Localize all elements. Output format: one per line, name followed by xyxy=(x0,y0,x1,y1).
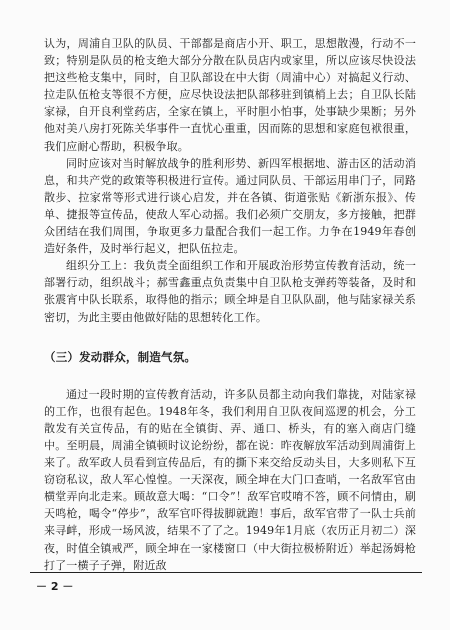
paragraph: 通过一段时期的宣传教育活动，许多队员都主动向我们靠拢，对陆家禄的工作，也很有起色。1948年冬，我们利用自卫队夜间巡逻的机会，分工散发有关宣传品，有的贴在全镇街、弄、通口、桥头，有的塞入商店门缝中。至明晨，周浦全镇顿时议论纷纷，都在说：昨夜解放军活动到周浦街上来了。敌军政人员看到宣传品后，有的撕下来交给反动头目，大多则私下互窃窃私议，敌人军心惶惶。一天深夜，顾全坤在大门口查哨，一名敌军官由横堂弄向北走来。顾故意大喝：“口令”！敌军官哎唷不答，顾不问情由，刷天鸣枪，喝令“停步”，敌军官吓得拔脚就跑！事后，敌军官带了一队士兵前来寻衅，形成一场风波，结果不了了之。1949年1月底（农历正月初二）深夜，时值全镇戒严，顾全坤在一家楼窗口（中大街拉极桥附近）举起汤姆枪打了一横子子弹，附近敌 xyxy=(44,387,416,572)
paragraph: 组织分工上：我负责全面组织工作和开展政治形势宣传教育活动，统一部署行动，组织战斗；郝雪鑫重点负责集中自卫队枪支弹药等装备，及时和张震宵中队长联系，取得他的指示；顾全坤是自卫队队副，他与陆家禄关系密切，为此主要由他做好陆的思想转化工作。 xyxy=(44,259,416,324)
page-number: － 2 － xyxy=(36,580,74,593)
section-heading: （三）发动群众，制造气氛。 xyxy=(44,349,197,364)
paragraph: 同时应该对当时解放战争的胜利形势、新四军根据地、游击区的活动消息，和共产党的政策等积极进行宣传。通过同队员、干部运用串门子，同路散步、拉家常等形式进行谈心启发，并在各镇、街道张贴《新浙东报》、传单、捷报等宣传品，使敌人军心动摇。我们必须广交朋友，多方接触，把群众团结在我们周围，争取更多力量配合我们一起工作。力争在1949年春创造好条件，及时举行起义，把队伍拉走。 xyxy=(44,156,416,256)
paragraph: 认为，周浦自卫队的队员、干部都是商店小开、职工，思想散漫，行动不一致；特别是队员的枪支绝大部分分散在队员店内或家里，所以应该尽快设法把这些枪支集中，同时，自卫队部设在中大街（周浦中心）对搞起义行动、拉走队伍枪支等很不方便，应尽快设法把队部移驻到镇梢上去；自卫队长陆家禄，自开良利堂药店，全家在镇上，平时胆小怕事，处事缺少果断；另外他对美八房打死陈关华事件一直忧心重重，因而陈的思想和家庭包袱很重，我们应耐心帮助，积极争取。 xyxy=(44,37,416,153)
body-text xyxy=(44,35,416,574)
footer-divider xyxy=(30,572,422,573)
